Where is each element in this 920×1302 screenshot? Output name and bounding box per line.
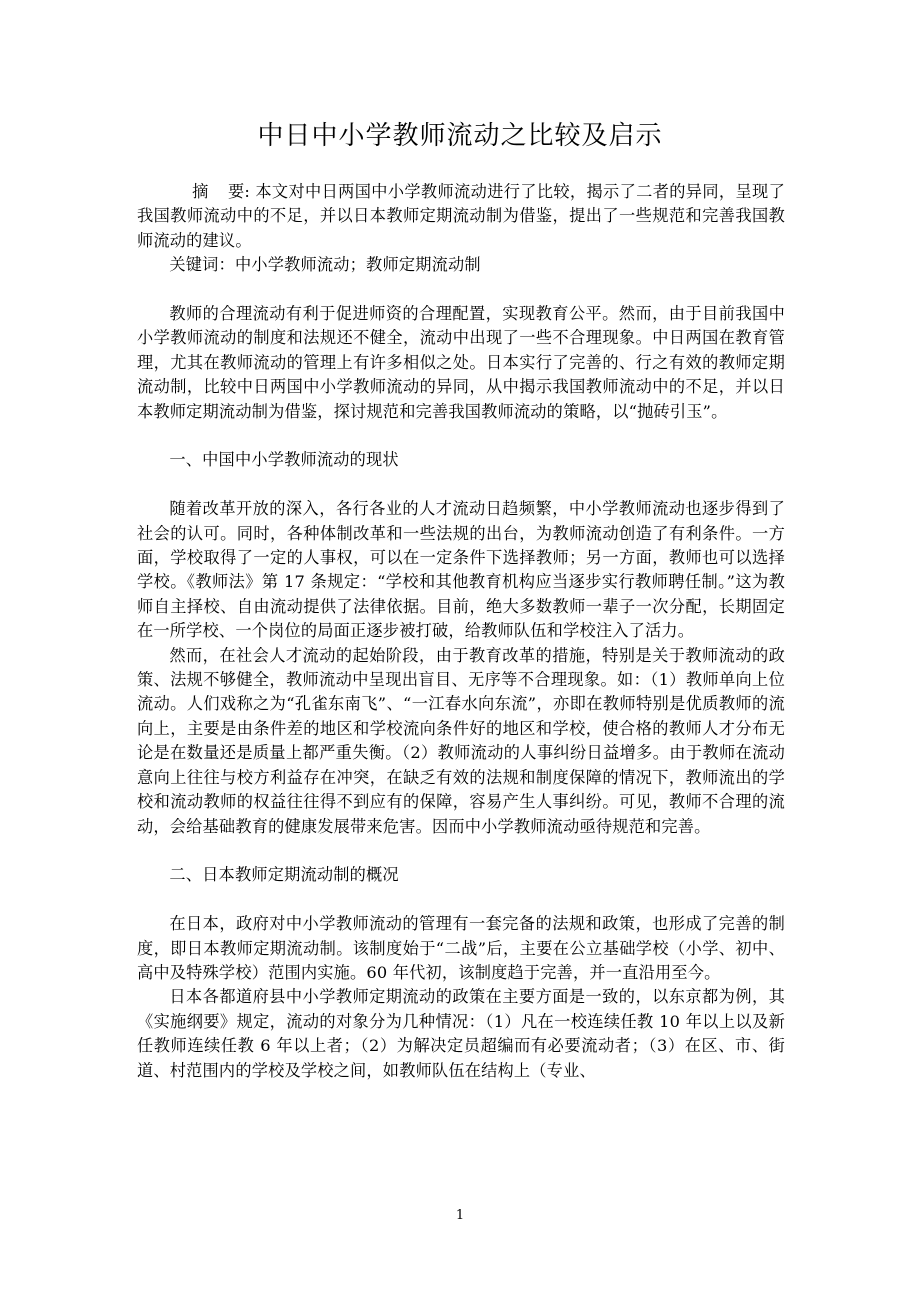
- keywords-text: 中小学教师流动；教师定期流动制: [234, 255, 481, 275]
- document-body: [137, 180, 785, 1083]
- section1-paragraph-1: 随着改革开放的深入，各行各业的人才流动日趋频繁，中小学教师流动也逐步得到了社会的认可。同时，各种体制改革和一些法规的出台，为教师流动创造了有利条件。一方面，学校取得了一定的人事权，可以在一定条件下选择教师；另一方面，教师也可以选择学校。《教师法》第 17 条规定：“学校和其他教育机构应当逐步实行教师聘任制。”这为教师自主择校、自由流动提供了法律依据。目前，绝大多数教师一辈子一次分配，长期固定在一所学校、一个岗位的局面正逐步被打破，给教师队伍和学校注入了活力。: [137, 499, 785, 641]
- section2-paragraph-2: 日本各都道府县中小学教师定期流动的政策在主要方面是一致的，以东京都为例，其《实施纲要》规定，流动的对象分为几种情况：（1）凡在一校连续任教 10 年以上以及新任教师连续任教 6 年以上者；（2）为解决定员超编而有必要流动者；（3）在区、市、街道、村范围内的学校及学校之间，如教师队伍在结构上（专业、: [137, 987, 785, 1080]
- section2-heading: 二、日本教师定期流动制的概况: [169, 865, 399, 885]
- keywords-label: 关键词：: [169, 255, 235, 275]
- abstract-label: [192, 182, 250, 201]
- section1-heading: 一、中国中小学教师流动的现状: [169, 450, 399, 470]
- document-title: 中日中小学教师流动之比较及启示: [257, 121, 663, 151]
- page-number: 1: [455, 1208, 465, 1223]
- abstract-text: 本文对中日两国中小学教师流动进行了比较，揭示了二者的异同，呈现了我国教师流动中的不足，并以日本教师定期流动制为借鉴，提出了一些规范和完善我国教师流动的建议。: [137, 182, 785, 250]
- intro-paragraph: 教师的合理流动有利于促进师资的合理配置，实现教育公平。然而，由于目前我国中小学教师流动的制度和法规还不健全，流动中出现了一些不合理现象。中日两国在教育管理，尤其在教师流动的管理上有许多相似之处。日本实行了完善的、行之有效的教师定期流动制，比较中日两国中小学教师流动的异同，从中揭示我国教师流动中的不足，并以日本教师定期流动制为借鉴，探讨规范和完善我国教师流动的策略，以“抛砖引玉”。: [137, 304, 785, 421]
- keywords-paragraph: [137, 253, 785, 277]
- abstract-label-first: 摘: [192, 182, 209, 201]
- abstract-label-second: 要:: [227, 182, 250, 201]
- section1-paragraph-2: 然而，在社会人才流动的起始阶段，由于教育改革的措施，特别是关于教师流动的政策、法规不够健全，教师流动中呈现出盲目、无序等不合理现象。如：（1）教师单向上位流动。人们戏称之为“孔雀东南飞”、“一江春水向东流”，亦即在教师特别是优质教师的流向上，主要是由条件差的地区和学校流向条件好的地区和学校，使合格的教师人才分布无论是在数量还是质量上都严重失衡。（2）教师流动的人事纠纷日益增多。由于教师在流动意向上往往与校方利益存在冲突，在缺乏有效的法规和制度保障的情况下，教师流出的学校和流动教师的权益往往得不到应有的保障，容易产生人事纠纷。可见，教师不合理的流动，会给基础教育的健康发展带来危害。因而中小学教师流动亟待规范和完善。: [137, 645, 785, 836]
- abstract-paragraph: [137, 180, 785, 253]
- section2-paragraph-1: 在日本，政府对中小学教师流动的管理有一套完备的法规和政策，也形成了完善的制度，即日本教师定期流动制。该制度始于“二战”后，主要在公立基础学校（小学、初中、高中及特殊学校）范围内实施。60 年代初，该制度趋于完善，并一直沿用至今。: [137, 914, 785, 982]
